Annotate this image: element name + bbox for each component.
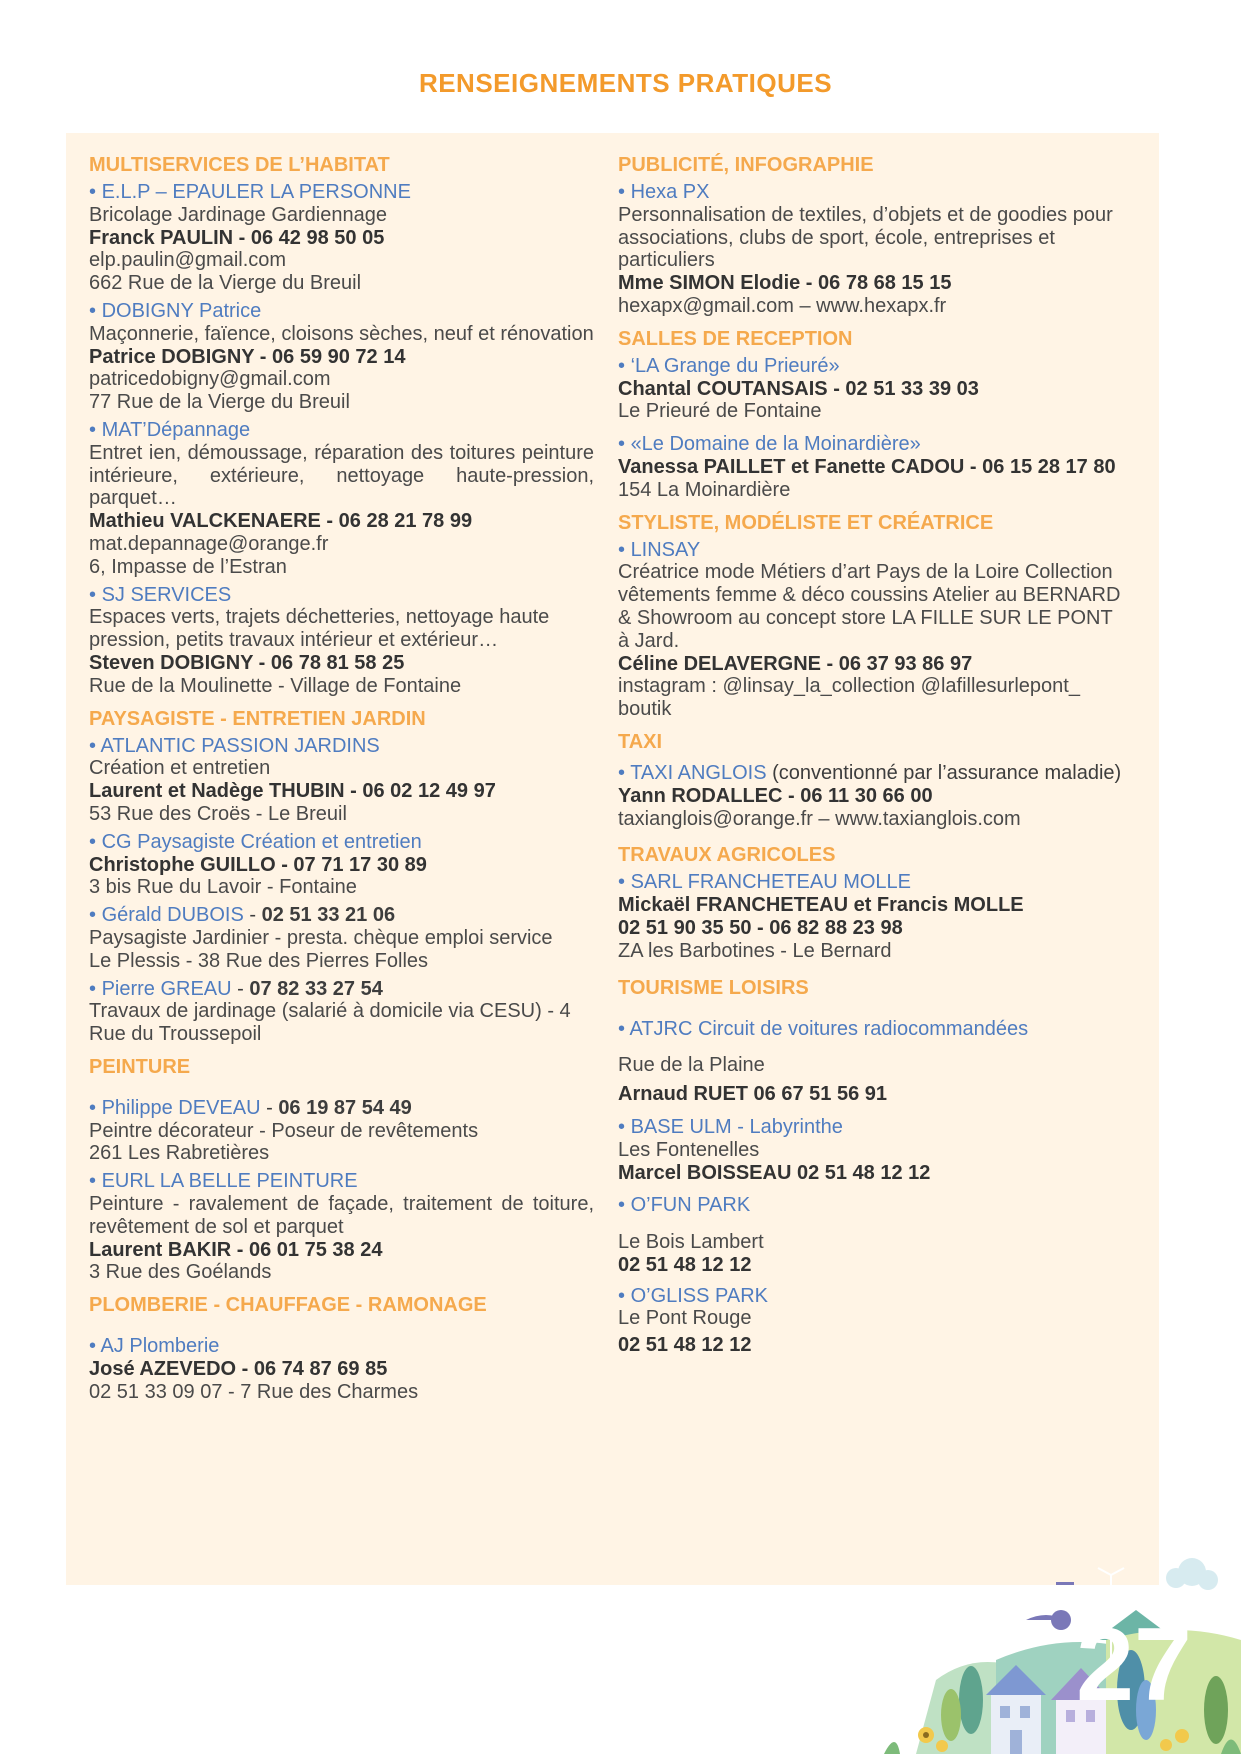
list-item [89, 419, 594, 579]
entry-name: • TAXI ANGLOIS [618, 762, 767, 784]
entry-name: • EURL LA BELLE PEINTURE [89, 1170, 594, 1193]
entry-address: 6, Impasse de l’Estran [89, 555, 287, 578]
entry-contact: Vanessa PAILLET et Fanette CADOU - 06 15 28 17 80 [618, 455, 1116, 478]
entry-name: • ATJRC Circuit de voitures radiocommandées [618, 1018, 1123, 1041]
list-item [89, 584, 594, 698]
list-item [618, 1116, 1123, 1184]
entry-contact: José AZEVEDO - 06 74 87 69 85 [89, 1358, 388, 1381]
list-item [89, 1170, 594, 1284]
section-heading: PLOMBERIE - CHAUFFAGE - RAMONAGE [89, 1294, 487, 1317]
entry-contact: Mathieu VALCKENAERE - 06 28 21 78 99 [89, 510, 473, 533]
entry-name: • MAT’Dépannage [89, 419, 594, 442]
list-item [618, 762, 1123, 830]
entry-description: Maçonnerie, faïence, cloisons sèches, neuf et rénovation [89, 322, 594, 345]
entry-description: Espaces verts, trajets déchetteries, nettoyage haute pression, petits travaux intérieur et extérieur… [89, 606, 550, 652]
list-item [89, 1097, 594, 1165]
section-heading: TRAVAUX AGRICOLES [618, 844, 836, 867]
entry-name: • O’FUN PARK [618, 1194, 1123, 1217]
entry-name: • LINSAY [618, 539, 1123, 562]
entry-name: • Hexa PX [618, 181, 1123, 204]
entry-address: Le Pont Rouge [618, 1307, 752, 1330]
entry-description: Paysagiste Jardinier - presta. chèque emploi service [89, 926, 553, 949]
entry-address: 3 Rue des Goélands [89, 1261, 272, 1284]
entry-description: Créatrice mode Métiers d’art Pays de la Loire Collection vêtements femme & déco coussins Atelier au BERNARD & Showroom au concept store LA FILLE SUR LE PONT à Jard. [618, 561, 1121, 652]
list-item [618, 1194, 1123, 1276]
section-heading: PAYSAGISTE - ENTRETIEN JARDIN [89, 707, 426, 730]
entry-email: hexapx@gmail.com – www.hexapx.fr [618, 294, 947, 317]
list-item [89, 300, 594, 414]
entry-contact: Yann RODALLEC - 06 11 30 66 00 [618, 784, 933, 807]
list-item [89, 978, 594, 1046]
entry-address: Rue de la Moulinette - Village de Fontaine [89, 674, 462, 697]
entry-email: mat.depannage@orange.fr [89, 532, 329, 555]
list-item [618, 355, 1123, 423]
entry-name: • BASE ULM - Labyrinthe [618, 1116, 1123, 1139]
section-heading: MULTISERVICES DE L’HABITAT [89, 154, 390, 176]
entry-name: • ATLANTIC PASSION JARDINS [89, 735, 594, 758]
entry-contact: Mickaël FRANCHETEAU et Francis MOLLE [618, 894, 1024, 917]
list-item [618, 433, 1123, 501]
entry-phone: 07 82 33 27 54 [249, 977, 383, 1000]
entry-description: Bricolage Jardinage Gardiennage [89, 203, 387, 226]
section-heading: STYLISTE, MODÉLISTE ET CRÉATRICE [618, 511, 994, 534]
entry-contact: Franck PAULIN - 06 42 98 50 05 [89, 226, 385, 249]
entry-address: 662 Rue de la Vierge du Breuil [89, 272, 362, 295]
page-title: RENSEIGNEMENTS PRATIQUES [418, 68, 833, 98]
entry-address: 02 51 33 09 07 - 7 Rue des Charmes [89, 1380, 419, 1403]
list-item [618, 1285, 1123, 1357]
list-item [89, 904, 594, 972]
section-heading: PEINTURE [89, 1055, 191, 1078]
entry-address: 3 bis Rue du Lavoir - Fontaine [89, 876, 357, 899]
list-item [89, 181, 594, 295]
entry-separator: - [260, 1096, 279, 1119]
entry-address: 53 Rue des Croës - Le Breuil [89, 802, 347, 825]
entry-address: ZA les Barbotines - Le Bernard [618, 939, 892, 962]
list-item [89, 831, 594, 899]
entry-name: • Pierre GREAU [89, 978, 232, 1000]
entry-contact: Laurent BAKIR - 06 01 75 38 24 [89, 1238, 383, 1261]
right-column [618, 150, 1123, 1362]
left-column [89, 150, 594, 1409]
entry-description: Peintre décorateur - Poseur de revêtements [89, 1119, 479, 1142]
list-item [618, 871, 1123, 962]
entry-contact: Patrice DOBIGNY - 06 59 90 72 14 [89, 345, 406, 368]
entry-address: 77 Rue de la Vierge du Breuil [89, 391, 350, 414]
entry-description: Travaux de jardinage (salarié à domicile via CESU) - 4 Rue du Troussepoil [89, 1000, 571, 1046]
entry-address: Rue de la Plaine [618, 1054, 765, 1077]
entry-phone: 02 51 48 12 12 [618, 1334, 752, 1357]
list-item [618, 539, 1123, 721]
entry-separator: - [231, 977, 250, 1000]
list-item [618, 1018, 1123, 1106]
entry-address: Les Fontenelles [618, 1138, 760, 1161]
list-item [89, 735, 594, 826]
entry-separator: - [243, 904, 262, 927]
entry-social: instagram : @linsay_la_collection @lafillesurlepont_ boutik [618, 675, 1080, 721]
entry-contact: Marcel BOISSEAU 02 51 48 12 12 [618, 1161, 931, 1184]
entry-name: • SARL FRANCHETEAU MOLLE [618, 871, 1123, 894]
section-heading: TAXI [618, 730, 663, 753]
list-item [89, 1335, 594, 1403]
entry-phone: 06 19 87 54 49 [278, 1096, 412, 1119]
entry-description: Entret ien, démoussage, réparation des toitures peinture intérieure, extérieure, nettoyage haute-pression, parquet… [89, 441, 594, 510]
entry-contact: Arnaud RUET 06 67 51 56 91 [618, 1083, 888, 1106]
entry-name: • Gérald DUBOIS [89, 904, 244, 926]
entry-name: • «Le Domaine de la Moinardière» [618, 433, 1123, 456]
section-heading: PUBLICITÉ, INFOGRAPHIE [618, 154, 874, 176]
entry-address: Le Bois Lambert [618, 1231, 764, 1254]
entry-description: Peinture - ravalement de façade, traitement de toiture, revêtement de sol et parquet [89, 1193, 594, 1238]
entry-contact: Laurent et Nadège THUBIN - 06 02 12 49 97 [89, 780, 496, 803]
entry-contact: Céline DELAVERGNE - 06 37 93 86 97 [618, 652, 973, 675]
entry-note: (conventionné par l’assurance maladie) [766, 761, 1122, 784]
entry-contact: Christophe GUILLO - 07 71 17 30 89 [89, 853, 427, 876]
entry-address: Le Plessis - 38 Rue des Pierres Folles [89, 949, 429, 972]
page-number: 27 [1076, 1607, 1192, 1723]
entry-address: 261 Les Rabretières [89, 1142, 270, 1165]
entry-name: • SJ SERVICES [89, 584, 594, 607]
section-heading: SALLES DE RECEPTION [618, 327, 853, 350]
entry-contact: Steven DOBIGNY - 06 78 81 58 25 [89, 651, 405, 674]
entry-phone: 02 51 48 12 12 [618, 1253, 752, 1276]
entry-address: 154 La Moinardière [618, 478, 791, 501]
entry-phone: 02 51 33 21 06 [261, 904, 396, 927]
entry-email: taxianglois@orange.fr – www.taxianglois.com [618, 807, 1021, 830]
entry-email: patricedobigny@gmail.com [89, 368, 331, 391]
entry-contact: Chantal COUTANSAIS - 02 51 33 39 03 [618, 377, 979, 400]
entry-phone: 02 51 90 35 50 - 06 82 88 23 98 [618, 916, 903, 939]
entry-name: • CG Paysagiste Création et entretien [89, 831, 594, 854]
entry-name: • DOBIGNY Patrice [89, 300, 594, 323]
entry-name: • Philippe DEVEAU [89, 1097, 261, 1119]
entry-name: • ‘LA Grange du Prieuré» [618, 355, 1123, 378]
entry-email: elp.paulin@gmail.com [89, 249, 287, 272]
entry-contact: Mme SIMON Elodie - 06 78 68 15 15 [618, 272, 952, 295]
town-illustration [876, 1550, 1241, 1754]
entry-name: • O’GLISS PARK [618, 1285, 1123, 1308]
section-heading: TOURISME LOISIRS [618, 976, 809, 999]
entry-address: Le Prieuré de Fontaine [618, 400, 822, 423]
entry-name: • AJ Plomberie [89, 1335, 594, 1358]
entry-description: Création et entretien [89, 757, 271, 780]
entry-name: • E.L.P – EPAULER LA PERSONNE [89, 181, 594, 204]
entry-description: Personnalisation de textiles, d’objets et de goodies pour associations, clubs de sport, école, entreprises et particuliers [618, 203, 1113, 272]
list-item [618, 181, 1123, 318]
